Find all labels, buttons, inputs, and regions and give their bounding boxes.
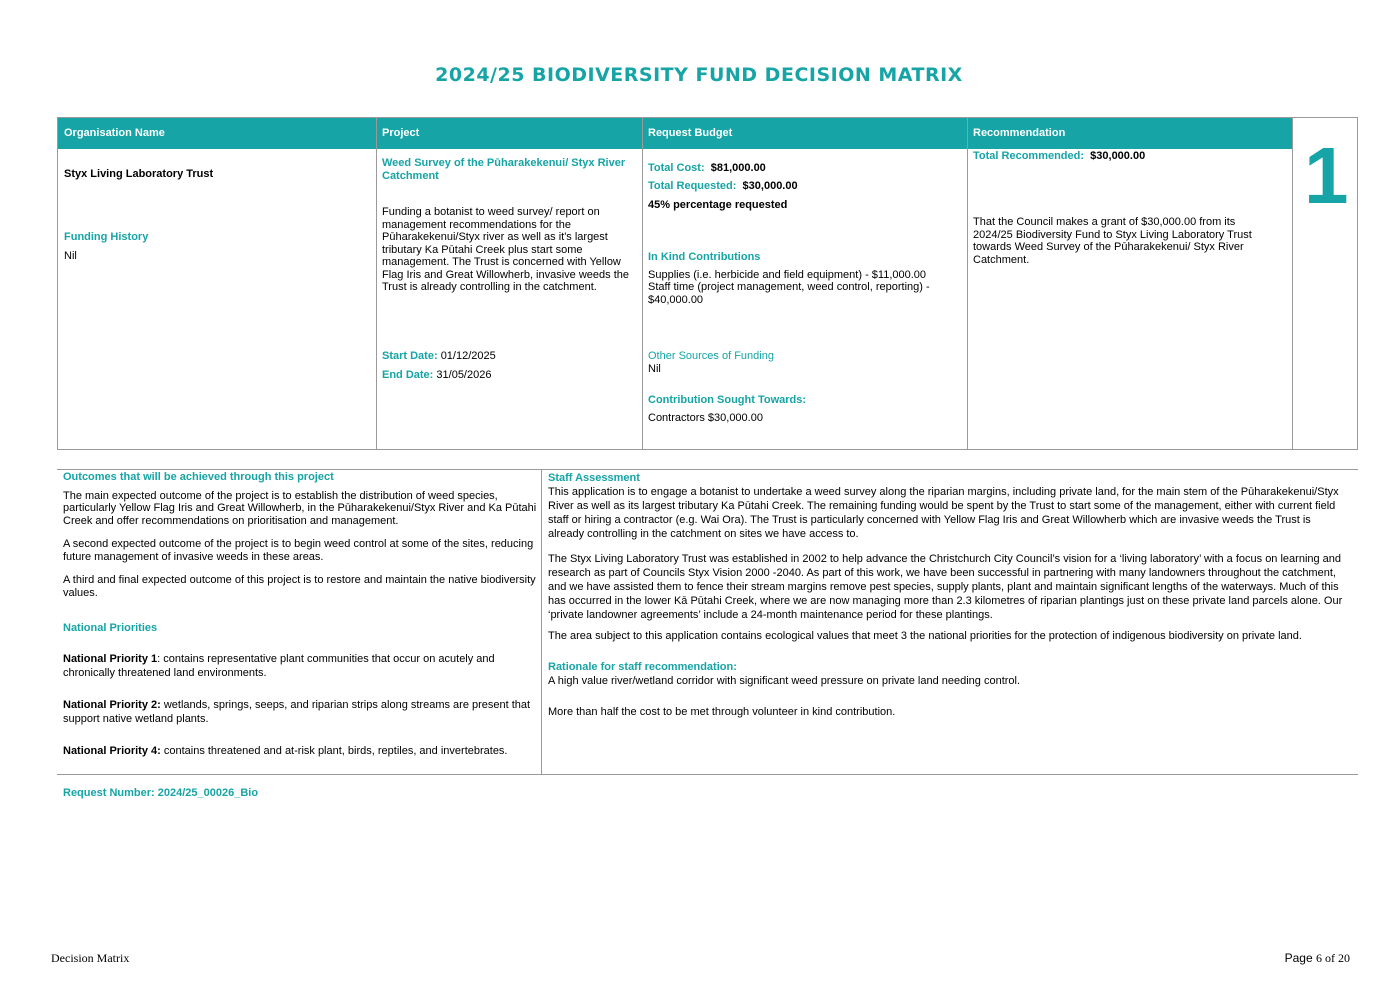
end-date-value: 31/05/2026 xyxy=(436,369,492,381)
page-title: 2024/25 BIODIVERSITY FUND DECISION MATRIX xyxy=(435,64,963,86)
national-priority-1 xyxy=(63,652,537,680)
project-description: Funding a botanist to weed survey/ report on management recommendations for the Pūharakekenui/Styx river as well as it's largest tributary Ka Pūtahi Creek plus start some management. The Trust is concerned with Yellow Flag Iris and Great Willowherb, invasive weeds the Trust is already controlling in the catchment. xyxy=(382,206,629,293)
outcomes-heading: Outcomes that will be achieved through this project xyxy=(63,471,334,483)
footer-page-number xyxy=(1285,951,1350,966)
national-priority-1-label: National Priority 1 xyxy=(63,652,158,665)
decision-table xyxy=(57,117,1358,450)
in-kind-supplies: Supplies (i.e. herbicide and field equipment) - $11,000.00 xyxy=(648,269,927,281)
national-priority-2 xyxy=(63,698,537,726)
rationale-heading: Rationale for staff recommendation: xyxy=(548,661,737,673)
end-date xyxy=(382,369,491,382)
request-number: Request Number: 2024/25_00026_Bio xyxy=(63,787,259,799)
total-requested-value: $30,000.00 xyxy=(742,180,798,192)
total-cost-label: Total Cost: xyxy=(648,162,705,174)
national-priorities-heading: National Priorities xyxy=(63,622,158,634)
total-recommended-label: Total Recommended: xyxy=(973,150,1085,162)
rationale-paragraph-2: More than half the cost to be met through volunteer in kind contribution. xyxy=(548,706,896,718)
column-divider xyxy=(967,118,968,449)
total-cost-value: $81,000.00 xyxy=(710,162,766,174)
contribution-value: Contractors $30,000.00 xyxy=(648,412,763,424)
column-divider xyxy=(376,118,377,449)
total-cost xyxy=(648,162,766,175)
header-organisation: Organisation Name xyxy=(58,118,376,149)
project-name: Weed Survey of the Pūharakekenui/ Styx River Catchment xyxy=(382,157,626,182)
column-divider xyxy=(642,118,643,449)
funding-history-label: Funding History xyxy=(64,231,149,243)
header-budget: Request Budget xyxy=(642,118,967,149)
national-priority-2-text: wetlands, springs, seeps, and riparian strips along streams are present that support native wetland plants. xyxy=(63,698,531,725)
outcome-paragraph-2: A second expected outcome of the project is to begin weed control at some of the sites, reducing future management of invasive weeds in these areas. xyxy=(63,538,534,563)
total-recommended-value: $30,000.00 xyxy=(1090,150,1146,162)
staff-assessment-heading: Staff Assessment xyxy=(548,472,640,484)
contribution-label: Contribution Sought Towards: xyxy=(648,394,807,406)
total-requested xyxy=(648,180,798,193)
staff-paragraph-3: The area subject to this application contains ecological values that meet 3 the national priorities for the protection of indigenous biodiversity on private land. xyxy=(548,630,1302,642)
recommendation-text: That the Council makes a grant of $30,000.00 from its 2024/25 Biodiversity Fund to Styx Living Laboratory Trust towards Weed Survey of the Pūharakekenui/ Styx River Catchment. xyxy=(973,216,1252,266)
footer-page-word: Page xyxy=(1284,951,1313,965)
start-date-label: Start Date: xyxy=(382,350,438,362)
header-recommendation: Recommendation xyxy=(967,118,1292,149)
outcomes-section xyxy=(63,471,537,758)
rationale-paragraph-1: A high value river/wetland corridor with significant weed pressure on private land needing control. xyxy=(548,675,1021,687)
column-divider xyxy=(541,470,542,774)
assessment-table xyxy=(57,469,1358,775)
staff-paragraph-1: This application is to engage a botanist to undertake a weed survey along the riparian margins, including private land, for the main stem of the Pūharakekenui/Styx River as well as its largest tributary Ka Pūtahi Creek. The remaining funding would be spent by the Trust to start some of the management, either with current field staff or hiring a contractor (e.g. Wai Ora). The Trust is particularly concerned with Yellow Flag Iris and Great Willowherb which are invasive weeds the Trust is already controlling in the catchment on sites we have access to. xyxy=(548,486,1339,540)
footer-page-count: 6 of 20 xyxy=(1316,951,1350,965)
outcome-paragraph-3: A third and final expected outcome of this project is to restore and maintain the native biodiversity values. xyxy=(63,574,536,599)
rank-number: 1 xyxy=(1304,131,1349,220)
national-priority-2-label: National Priority 2: xyxy=(63,698,161,711)
in-kind-label: In Kind Contributions xyxy=(648,251,761,263)
national-priority-4-text: contains threatened and at-risk plant, birds, reptiles, and invertebrates. xyxy=(160,744,508,757)
header-project: Project xyxy=(376,118,642,149)
start-date xyxy=(382,350,496,363)
funding-history-value: Nil xyxy=(64,250,77,262)
total-recommended xyxy=(973,150,1145,163)
outcome-paragraph-1: The main expected outcome of the project is to establish the distribution of weed species, particularly Yellow Flag Iris and Great Willowherb, in the Pūharakekenui/Styx River and Ka Pūtahi Creek and offer recommendations on prioritisation and management. xyxy=(63,489,537,527)
national-priority-1-text: : contains representative plant communities that occur on acutely and chronically threatened land environments. xyxy=(63,652,495,679)
end-date-label: End Date: xyxy=(382,369,434,381)
national-priority-4-label: National Priority 4: xyxy=(63,744,161,757)
organisation-name: Styx Living Laboratory Trust xyxy=(64,168,214,180)
total-requested-label: Total Requested: xyxy=(648,180,737,192)
staff-paragraph-2: The Styx Living Laboratory Trust was established in 2002 to help advance the Christchurch City Council’s vision for a ‘living laboratory’ with a focus on learning and research as part of Councils Styx Vision 2000 -2040. As part of this work, we have been successful in partnering with many landowners throughout the catchment, and we have assisted them to fence their stream margins remove pest species, supply plants, plant and maintain significant lengths of the waterways. Much of this has occurred in the lower Kā Pūtahi Creek, where we are now managing more than 2.3 kilometres of riparian plantings just on these private land parcels alone. Our ‘private landowner agreements’ include a 24-month maintenance period for these plantings. xyxy=(548,553,1343,621)
staff-assessment-section xyxy=(548,471,1348,719)
percentage-requested: 45% percentage requested xyxy=(648,199,788,211)
other-sources-label: Other Sources of Funding xyxy=(648,350,774,362)
footer-document-name: Decision Matrix xyxy=(51,951,130,965)
start-date-value: 01/12/2025 xyxy=(440,350,496,362)
national-priority-4 xyxy=(63,744,537,758)
column-divider xyxy=(1292,118,1293,449)
in-kind-staff-time: Staff time (project management, weed control, reporting) - $40,000.00 xyxy=(648,281,930,306)
other-sources-value: Nil xyxy=(648,363,661,375)
